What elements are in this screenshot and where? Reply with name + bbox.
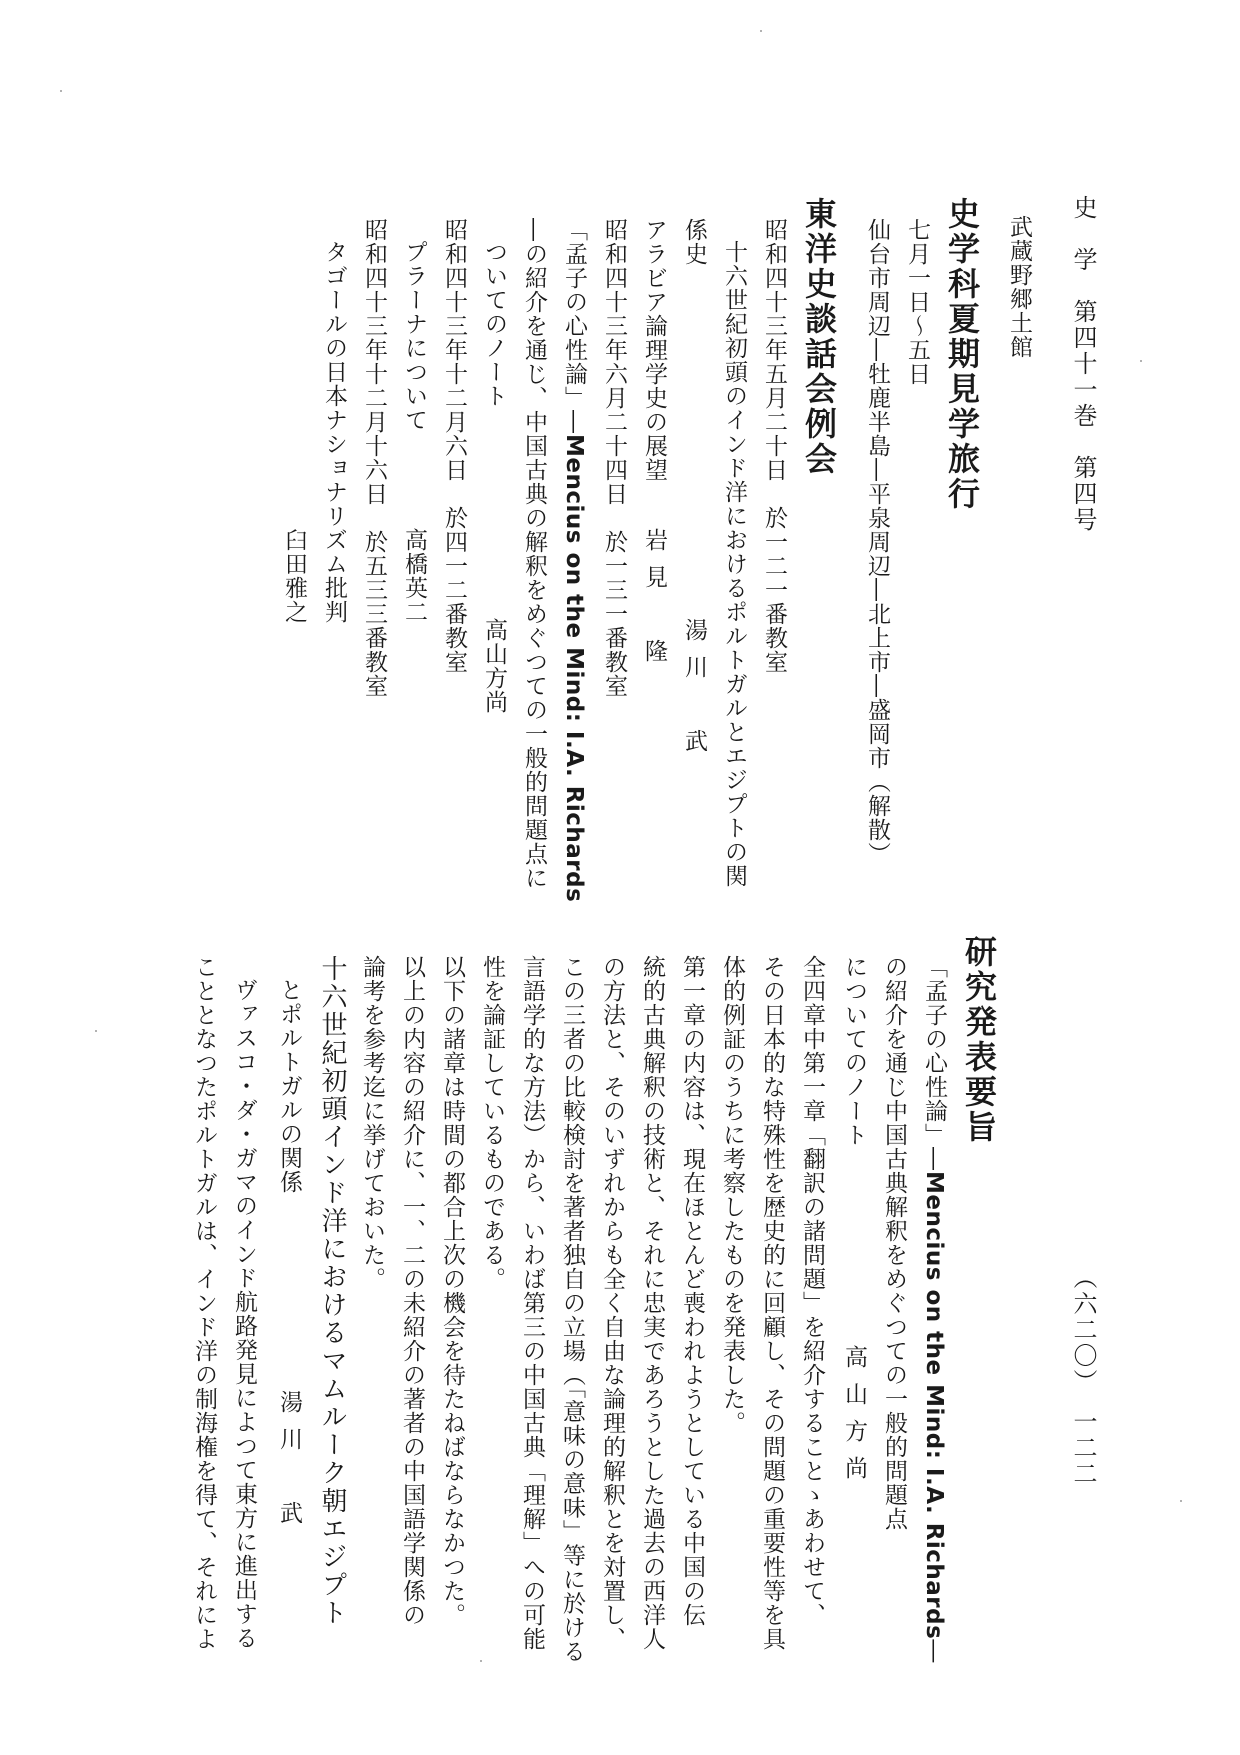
- article-2-title-line-2: とポルトガルの関係: [276, 978, 302, 1194]
- section-heading-talks: 東洋史談話会例会: [800, 197, 838, 477]
- article-1-body-line-2: その日本的な特殊性を歴史的に回顧し、その問題の重要性等を具: [759, 955, 785, 1651]
- article-2-title-line-1: 十六世紀初頭インド洋におけるマムルーク朝エジプト: [317, 955, 347, 1627]
- talk-1-title-line-1: 十六世紀初頭のインド洋におけるポルトガルとエジプトの関: [721, 240, 747, 888]
- article-1-title-line-3: についてのノート: [841, 955, 867, 1147]
- talk-4-speaker: 高橋英二: [401, 528, 427, 624]
- section-heading-abstracts: 研究発表要旨: [960, 935, 998, 1145]
- article-1-body-line-11: 以上の内容の紹介に、一、二の未紹介の著者の中国語学関係の: [399, 955, 425, 1627]
- talk-2-title: アラビア論理学史の展望: [641, 218, 667, 482]
- scan-speck: [95, 1030, 97, 1032]
- talk-3-title-latin: Mencius on the Mind: I.A. Richards: [561, 434, 587, 903]
- trip-route: 仙台市周辺―牡鹿半島―平泉周辺―北上市―盛岡市（解散）: [864, 218, 890, 866]
- talk-3-title-line-1: [562, 218, 585, 902]
- place-line: 武蔵野郷土館: [1006, 215, 1032, 359]
- talk-1-speaker: 湯川 武: [681, 618, 707, 766]
- trip-heading: 史学科夏期見学旅行: [943, 197, 981, 512]
- talk-3-date: 昭和四十三年六月二十四日 於一三一番教室: [601, 218, 627, 698]
- talk-3-title-line-3: ついてのノート: [481, 240, 507, 408]
- trip-dates: 七月一日～五日: [904, 218, 930, 386]
- article-1-title-line-2: の紹介を通じ中国古典解釈をめぐつての一般的問題点: [881, 955, 907, 1531]
- article-1-body-line-3: 体的例証のうちに考察したものを発表した。: [719, 955, 745, 1435]
- talk-5-date: 昭和四十三年十二月十六日 於五三三番教室: [361, 218, 387, 698]
- talk-1-date: 昭和四十三年五月二十日 於一二一番教室: [761, 218, 787, 674]
- talk-3-title-pre: 「孟子の心性論」―: [561, 218, 587, 434]
- article-1-body-line-1: 全四章中第一章「翻訳の諸問題」を紹介することゝあわせて、: [799, 955, 825, 1627]
- scan-speck: [480, 1660, 482, 1662]
- article-1-body-line-4: 第一章の内容は、現在ほとんど喪われようとしている中国の伝: [679, 955, 705, 1627]
- journal-header: 史 学 第四十一巻 第四号: [1069, 195, 1097, 533]
- article-2-author: 湯川 武: [276, 1390, 302, 1538]
- article-1-body-line-10: 以下の諸章は時間の都合上次の機会を待たねばならなかつた。: [439, 955, 465, 1627]
- article-1-author: 高山方尚: [841, 1345, 867, 1493]
- talk-5-title: タゴールの日本ナショナリズム批判: [321, 240, 347, 624]
- article-1-body-line-9: 性を論証しているものである。: [479, 955, 505, 1291]
- talk-2-speaker: 岩見 隆: [641, 528, 667, 676]
- article-2-body-line-2: こととなつたポルトガルは、インド洋の制海権を得て、それによ: [191, 955, 217, 1651]
- article-1-body-line-6: の方法と、そのいずれからも全く自由な論理的解釈とを対置し、: [599, 955, 625, 1651]
- article-1-body-line-7: この三者の比較検討を著者独自の立場（「意味の意味」等に於ける: [559, 955, 585, 1664]
- scan-speck: [1180, 1500, 1182, 1502]
- scan-speck: [60, 90, 62, 92]
- talk-1-title-line-2: 係史: [681, 218, 707, 266]
- talk-3-title-line-2: ―の紹介を通じ、中国古典の解釈をめぐつての一般的問題点に: [521, 218, 547, 890]
- talk-3-speaker: 高山方尚: [481, 618, 507, 714]
- article-1-body-line-5: 統的古典解釈の技術と、それに忠実であろうとした過去の西洋人: [639, 955, 665, 1651]
- page-number: （六二〇） 一二二: [1069, 1265, 1097, 1487]
- scan-speck: [760, 30, 762, 32]
- article-1-title-pre: 「孟子の心性論」―: [921, 955, 947, 1171]
- article-2-body-line-1: ヴァスコ・ダ・ガマのインド航路発見によつて東方に進出する: [231, 978, 257, 1650]
- talk-4-date: 昭和四十三年十二月六日 於四一二番教室: [441, 218, 467, 674]
- article-1-title-post: ―: [921, 1639, 947, 1664]
- article-1-title-latin: Mencius on the Mind: I.A. Richards: [921, 1171, 947, 1640]
- talk-4-title: プラーナについて: [401, 240, 427, 432]
- talk-5-speaker: 臼田雅之: [281, 528, 307, 624]
- article-1-body-line-8: 言語学的な方法）から、いわば第三の中国古典「理解」への可能: [519, 955, 545, 1651]
- article-1-title-line-1: [922, 955, 945, 1663]
- scan-speck: [1140, 360, 1142, 362]
- article-1-body-line-12: 論考を参考迄に挙げておいた。: [359, 955, 385, 1291]
